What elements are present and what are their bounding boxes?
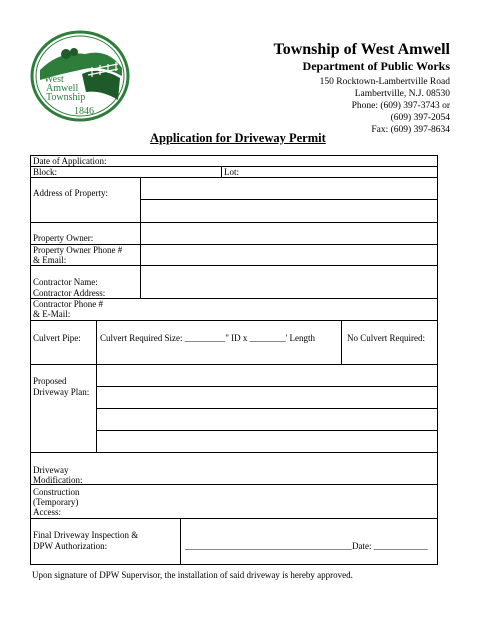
date-of-application-label: Date of Application: bbox=[33, 156, 107, 166]
culvert-required-size-label: Culvert Required Size: _________" ID x ________' Length bbox=[100, 333, 316, 343]
construction-access-label-3: Access: bbox=[33, 507, 61, 517]
contractor-phone-label: Contractor Phone # bbox=[33, 299, 103, 309]
driveway-modification-label-2: Modification: bbox=[33, 475, 83, 485]
lot-label: Lot: bbox=[224, 167, 239, 177]
township-logo bbox=[30, 30, 130, 122]
contractor-address-label: Contractor Address: bbox=[33, 288, 106, 298]
fax-line: Fax: (609) 397-8634 bbox=[371, 125, 450, 135]
address-line: 150 Rocktown-Lambertville Road bbox=[319, 77, 450, 87]
form-title: Application for Driveway Permit bbox=[150, 131, 326, 145]
approval-note: Upon signature of DPW Supervisor, the installation of said driveway is hereby approved. bbox=[32, 570, 353, 580]
phone-line: Phone: (609) 397-3743 or bbox=[351, 101, 450, 111]
logo-text-west: West bbox=[44, 74, 64, 85]
construction-access-label-2: (Temporary) bbox=[33, 497, 79, 507]
address-line: Lambertville, N.J. 08530 bbox=[354, 89, 450, 99]
address-of-property-label: Address of Property: bbox=[33, 188, 108, 198]
logo-text-amwell: Amwell bbox=[46, 83, 79, 94]
property-owner-label: Property Owner: bbox=[33, 233, 94, 243]
dpw-authorization-label: DPW Authorization: bbox=[33, 541, 108, 551]
logo-year: 1846 bbox=[74, 106, 94, 117]
construction-access-label: Construction bbox=[33, 487, 80, 497]
owner-email-label: & Email: bbox=[33, 255, 67, 265]
proposed-plan-label-2: Driveway Plan: bbox=[33, 387, 90, 397]
logo-text-township: Township bbox=[46, 92, 86, 103]
proposed-plan-label: Proposed bbox=[33, 376, 67, 386]
no-culvert-required-label: No Culvert Required: bbox=[347, 333, 425, 343]
block-label: Block: bbox=[33, 167, 57, 177]
signature-line[interactable]: _____________________________________ bbox=[185, 541, 352, 551]
final-inspection-label: Final Driveway Inspection & bbox=[33, 530, 139, 540]
phone-line: (609) 397-2054 bbox=[390, 113, 450, 123]
driveway-modification-label: Driveway bbox=[33, 465, 69, 475]
date-field[interactable]: Date: ____________ bbox=[352, 541, 428, 551]
org-name: Township of West Amwell bbox=[273, 41, 450, 58]
department-name: Department of Public Works bbox=[302, 59, 450, 73]
contractor-name-label: Contractor Name: bbox=[33, 277, 98, 287]
culvert-pipe-label: Culvert Pipe: bbox=[33, 333, 81, 343]
contractor-email-label: & E-Mail: bbox=[33, 309, 71, 319]
owner-phone-label: Property Owner Phone # bbox=[33, 245, 123, 255]
